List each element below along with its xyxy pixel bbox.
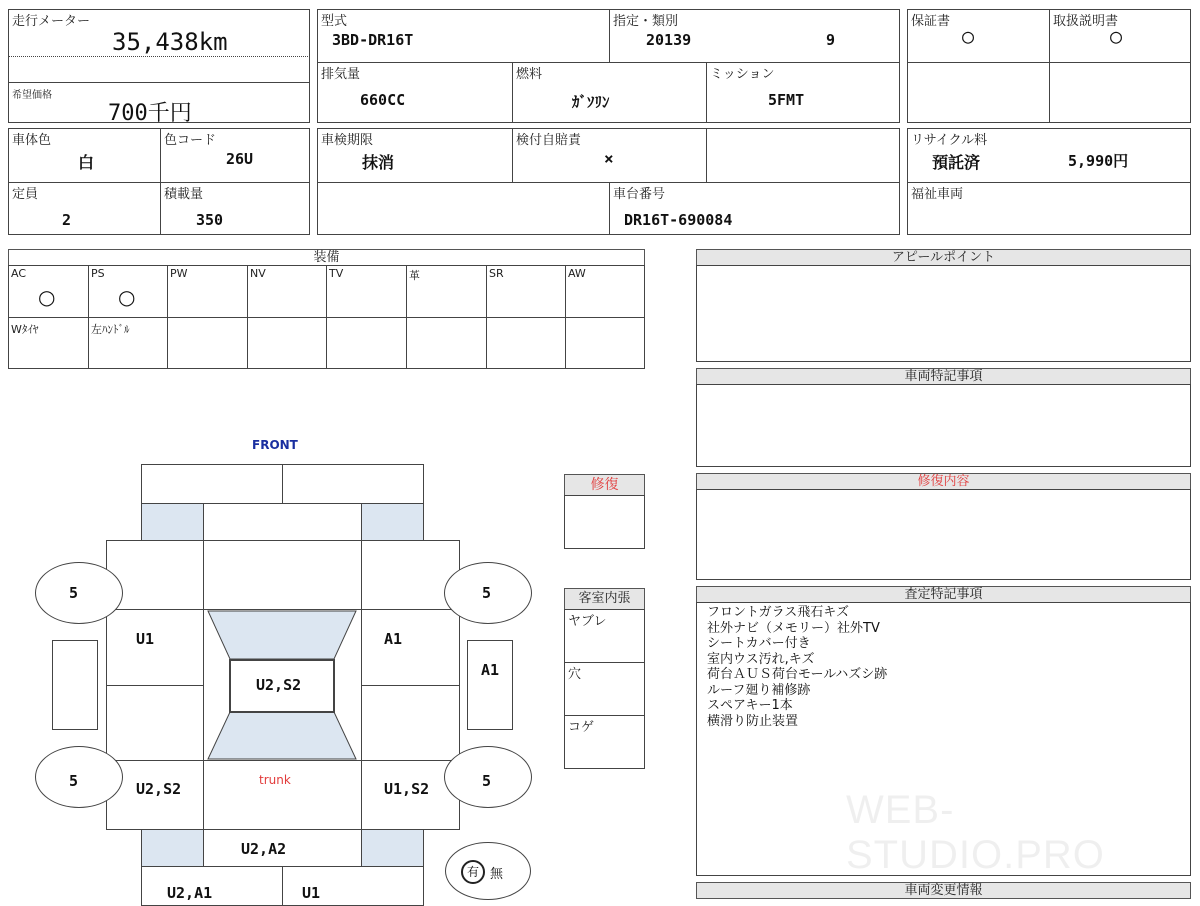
designation-label: 指定・類別	[613, 14, 679, 29]
body-color-label: 車体色	[12, 133, 52, 148]
assessment-line: スペアキー1本	[707, 698, 793, 713]
rear-left-value: U2,S2	[136, 780, 182, 798]
equipment-label: SR	[489, 267, 504, 280]
model-label: 型式	[321, 14, 348, 29]
equipment-mark: ○	[38, 285, 56, 309]
load-value: 350	[196, 211, 224, 229]
changes-title: 車両変更情報	[696, 882, 1191, 899]
side-right-value: A1	[481, 661, 500, 679]
spare-tire-oval	[445, 842, 531, 900]
divider	[282, 866, 283, 906]
fuel-label: 燃料	[516, 67, 543, 82]
equipment-label: NV	[250, 267, 266, 280]
assessment-line: 荷台ＡＵＳ荷台モールハズシ跡	[707, 667, 888, 682]
front-label: FRONT	[252, 438, 298, 452]
inspection-value: 抹消	[362, 153, 395, 172]
recycle-amount: 5,990円	[1068, 152, 1129, 170]
equipment-mark: ○	[118, 285, 136, 309]
tire-rr-value: 5	[482, 772, 492, 790]
assessment-title: 査定特記事項	[696, 586, 1191, 603]
chassis-value: DR16T-690084	[624, 211, 733, 229]
equipment-label: PS	[91, 267, 105, 280]
bed-rear-value: U2,A2	[241, 840, 287, 858]
price-label: 希望価格	[12, 90, 52, 101]
assessment-line: フロントガラス飛石キズ	[707, 605, 849, 620]
trunk-label: trunk	[259, 773, 291, 787]
roof-value: U2,S2	[256, 676, 302, 694]
interior-item-hole: 穴	[568, 667, 582, 682]
tire-rear-left	[35, 746, 123, 808]
special-notes-title: 車両特記事項	[696, 368, 1191, 385]
equipment-row2-label: 左ﾊﾝﾄﾞﾙ	[91, 323, 130, 336]
bumper-left-value: U2,A1	[167, 884, 213, 902]
equipment-label: PW	[170, 267, 188, 280]
rear-left-fender	[141, 829, 204, 867]
assessment-line: 横滑り防止装置	[707, 713, 799, 729]
inspection-label: 車検期限	[321, 133, 374, 148]
equipment-label: TV	[329, 267, 344, 280]
equipment-label: AC	[11, 267, 27, 280]
door-fr-value: A1	[384, 630, 403, 648]
rear-glass	[208, 712, 356, 759]
load-label: 積載量	[164, 187, 204, 202]
door-fl-value: U1	[136, 630, 155, 648]
body-color-value: 白	[78, 153, 95, 172]
model-value: 3BD-DR16T	[332, 31, 414, 49]
recycle-label: リサイクル料	[911, 133, 988, 148]
windshield	[208, 611, 356, 659]
tire-front-left	[35, 562, 123, 624]
watermark: WEB-STUDIO.PRO	[846, 788, 1105, 877]
warranty-label: 保証書	[911, 14, 951, 29]
spare-yes: 有	[466, 865, 479, 879]
designation-value2: 9	[826, 31, 836, 49]
assessment-line: 室内ウス汚れ,キズ	[707, 651, 815, 667]
appeal-title: アピールポイント	[696, 249, 1191, 266]
interior-title: 客室内張	[564, 588, 645, 610]
insurance-value: ×	[604, 149, 614, 168]
chassis-label: 車台番号	[613, 187, 666, 202]
insurance-label: 検付自賠責	[516, 133, 582, 148]
tire-rl-value: 5	[69, 772, 79, 790]
left-side-panel	[52, 640, 98, 730]
manual-value: ○	[1110, 24, 1123, 48]
manual-label: 取扱説明書	[1053, 14, 1119, 29]
rear-right-value: U1,S2	[384, 780, 430, 798]
fuel-value: ｶﾞｿﾘﾝ	[572, 93, 610, 111]
capacity-label: 定員	[12, 187, 39, 202]
price-value: 700千円	[108, 101, 192, 126]
displacement-value: 660CC	[360, 91, 406, 109]
tire-fl-value: 5	[69, 584, 79, 602]
warranty-value: ○	[962, 24, 975, 48]
equipment-label: 革	[409, 269, 420, 282]
interior-item-burn: コゲ	[568, 720, 595, 735]
meter-label: 走行メーター	[12, 14, 91, 29]
spare-no: 無	[490, 867, 504, 882]
color-code-label: 色コード	[164, 133, 217, 148]
mission-value: 5FMT	[768, 91, 805, 109]
tire-fr-value: 5	[482, 584, 492, 602]
meter-value: 35,438km	[112, 28, 228, 56]
recycle-status: 預託済	[932, 153, 981, 172]
assessment-line: 社外ナビ（メモリー）社外TV	[707, 620, 880, 636]
interior-item-tear: ヤブレ	[568, 614, 607, 629]
capacity-value: 2	[62, 211, 72, 229]
assessment-line: シートカバー付き	[707, 636, 811, 651]
right-side-panel	[467, 640, 513, 730]
rear-right-fender	[361, 829, 424, 867]
repair-title: 修復	[564, 474, 645, 496]
displacement-label: 排気量	[321, 67, 361, 82]
assessment-line: ルーフ廻り補修跡	[707, 682, 811, 698]
mission-label: ミッション	[710, 67, 775, 82]
repair-detail-title: 修復内容	[696, 473, 1191, 490]
equipment-title: 装備	[8, 249, 645, 266]
equipment-label: AW	[568, 267, 586, 280]
welfare-label: 福祉車両	[911, 187, 964, 202]
bumper-right-value: U1	[302, 884, 321, 902]
spare-yes-circle	[461, 860, 485, 884]
designation-value1: 20139	[646, 31, 692, 49]
color-code-value: 26U	[226, 150, 254, 168]
equipment-row2-label: Wﾀｲﾔ	[11, 323, 39, 336]
